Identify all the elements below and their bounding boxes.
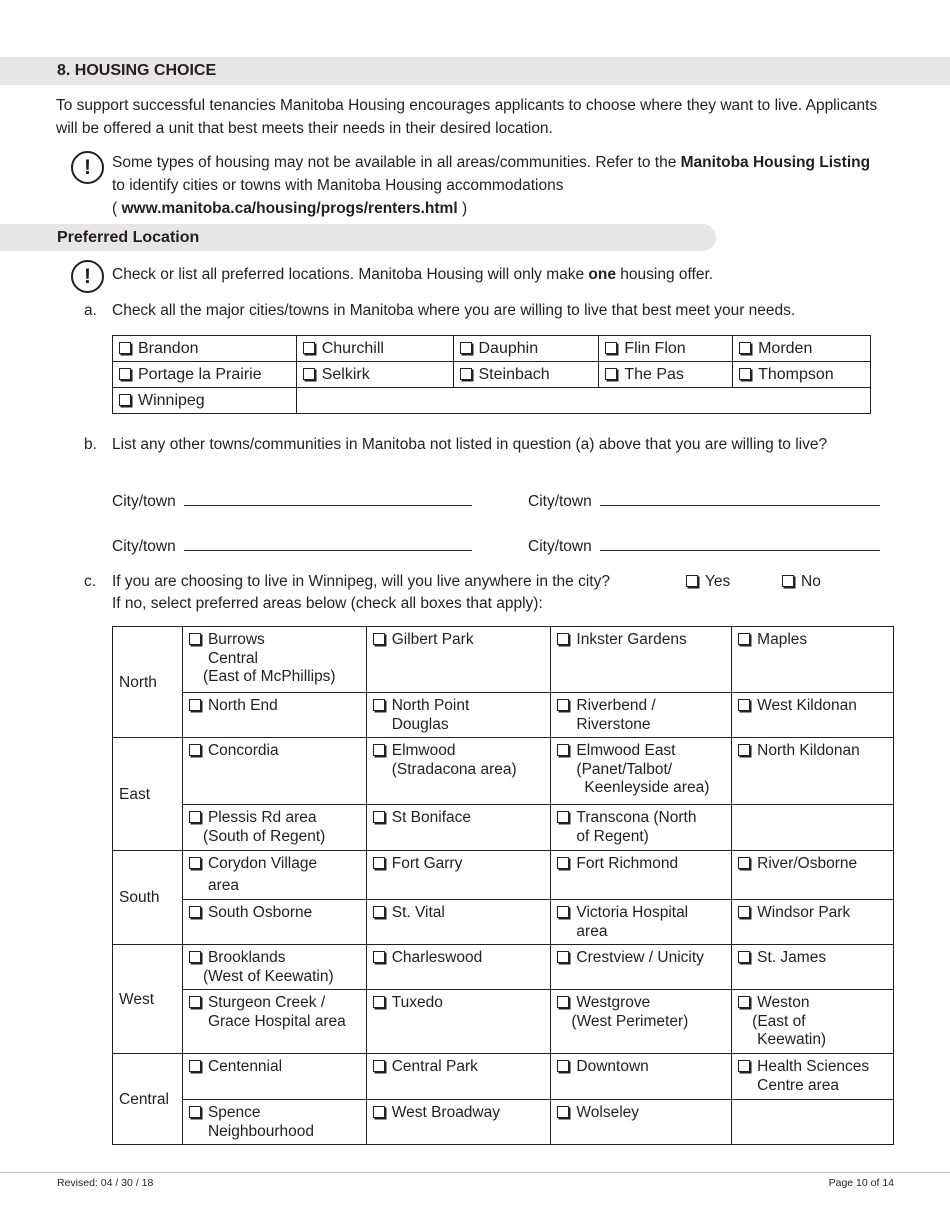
major-cities-table (112, 335, 871, 414)
area-checkbox-west-kildonan[interactable]: West Kildonan (732, 693, 894, 738)
city-checkbox-dauphin[interactable]: Dauphin (453, 336, 599, 362)
area-checkbox-riverbend[interactable]: Riverbend / Riverstone (551, 693, 732, 738)
city-town-field-4[interactable]: City/town (528, 537, 880, 556)
table-row (113, 738, 894, 805)
table-row (113, 990, 894, 1054)
area-checkbox-fort-richmond[interactable]: Fort Richmond (551, 851, 732, 900)
area-checkbox-charleswood[interactable]: Charleswood (366, 945, 551, 990)
exclamation-icon: ! (71, 260, 104, 293)
housing-listing-reference: Manitoba Housing Listing (680, 154, 871, 171)
area-checkbox-st-boniface[interactable]: St Boniface (366, 805, 551, 851)
area-checkbox-windsor-park[interactable]: Windsor Park (732, 900, 894, 945)
question-b-text: List any other towns/communities in Manitoba not listed in question (a) above that you are willing to live? (112, 436, 828, 453)
subsection-title: Preferred Location (57, 229, 200, 246)
area-checkbox-west-broadway[interactable]: West Broadway (366, 1100, 551, 1145)
area-checkbox-fort-garry[interactable]: Fort Garry (366, 851, 551, 900)
empty-cell (732, 805, 894, 851)
availability-note: Some types of housing may not be available in all areas/communities. Refer to the Manitoba Housing Listing to identify cities or towns with Manitoba Housing accommodations ( www.manitoba.ca/housing/progs/renters.html ) (112, 154, 871, 217)
winnipeg-no-checkbox[interactable]: No (782, 570, 821, 593)
region-label-north: North (113, 627, 183, 738)
area-checkbox-westgrove[interactable]: Westgrove (West Perimeter) (551, 990, 732, 1054)
city-town-field-3[interactable]: City/town (112, 537, 472, 556)
region-label-east: East (113, 738, 183, 851)
area-checkbox-inkster-gardens[interactable]: Inkster Gardens (551, 627, 732, 693)
city-checkbox-steinbach[interactable]: Steinbach (453, 362, 599, 388)
empty-cell (296, 388, 870, 414)
area-checkbox-wolseley[interactable]: Wolseley (551, 1100, 732, 1145)
table-row (113, 362, 871, 388)
page-number: Page 10 of 14 (828, 1177, 894, 1189)
area-checkbox-brooklands[interactable]: Brooklands (West of Keewatin) (182, 945, 366, 990)
question-c-subtext: If no, select preferred areas below (check all boxes that apply): (112, 595, 543, 612)
city-checkbox-morden[interactable]: Morden (733, 336, 871, 362)
question-c-text: If you are choosing to live in Winnipeg, will you live anywhere in the city? (112, 573, 610, 590)
table-row (113, 693, 894, 738)
table-row (113, 1054, 894, 1100)
question-a-text: Check all the major cities/towns in Manitoba where you are willing to live that best meet your needs. (112, 302, 796, 319)
empty-cell (732, 1100, 894, 1145)
exclamation-icon: ! (71, 151, 104, 184)
area-checkbox-st-vital[interactable]: St. Vital (366, 900, 551, 945)
city-checkbox-winnipeg[interactable]: Winnipeg (113, 388, 297, 414)
table-row (113, 627, 894, 693)
area-checkbox-transcona[interactable]: Transcona (North of Regent) (551, 805, 732, 851)
table-row (113, 851, 894, 900)
winnipeg-areas-table (112, 626, 894, 1145)
table-row (113, 900, 894, 945)
city-town-input-3[interactable] (184, 537, 472, 551)
table-row (113, 945, 894, 990)
area-checkbox-elmwood[interactable]: Elmwood (Stradacona area) (366, 738, 551, 805)
table-row (113, 336, 871, 362)
region-label-west: West (113, 945, 183, 1054)
city-checkbox-churchill[interactable]: Churchill (296, 336, 453, 362)
city-town-field-1[interactable]: City/town (112, 492, 472, 511)
table-row (113, 805, 894, 851)
question-b-letter: b. (84, 436, 97, 453)
area-checkbox-elmwood-east[interactable]: Elmwood East (Panet/Talbot/ Keenleyside area) (551, 738, 732, 805)
area-checkbox-north-point-douglas[interactable]: North Point Douglas (366, 693, 551, 738)
area-checkbox-sturgeon-creek[interactable]: Sturgeon Creek / Grace Hospital area (182, 990, 366, 1054)
area-checkbox-maples[interactable]: Maples (732, 627, 894, 693)
area-checkbox-crestview-unicity[interactable]: Crestview / Unicity (551, 945, 732, 990)
city-town-input-2[interactable] (600, 492, 880, 506)
city-checkbox-selkirk[interactable]: Selkirk (296, 362, 453, 388)
preferred-note: Check or list all preferred locations. Manitoba Housing will only make one housing offer. (112, 266, 714, 283)
area-checkbox-downtown[interactable]: Downtown (551, 1054, 732, 1100)
section-title: 8. HOUSING CHOICE (57, 62, 217, 79)
question-a-letter: a. (84, 302, 97, 319)
area-checkbox-health-sciences-centre[interactable]: Health Sciences Centre area (732, 1054, 894, 1100)
table-row (113, 1100, 894, 1145)
area-checkbox-centennial[interactable]: Centennial (182, 1054, 366, 1100)
area-checkbox-st-james[interactable]: St. James (732, 945, 894, 990)
area-checkbox-north-end[interactable]: North End (182, 693, 366, 738)
city-checkbox-brandon[interactable]: Brandon (113, 336, 297, 362)
footer-divider (0, 1172, 950, 1173)
city-town-field-2[interactable]: City/town (528, 492, 880, 511)
area-checkbox-concordia[interactable]: Concordia (182, 738, 366, 805)
region-label-south: South (113, 851, 183, 945)
area-checkbox-central-park[interactable]: Central Park (366, 1054, 551, 1100)
area-checkbox-south-osborne[interactable]: South Osborne (182, 900, 366, 945)
area-checkbox-burrows[interactable]: Burrows Central (East of McPhillips) (182, 627, 366, 693)
area-checkbox-north-kildonan[interactable]: North Kildonan (732, 738, 894, 805)
question-c-letter: c. (84, 573, 97, 590)
area-checkbox-plessis-rd[interactable]: Plessis Rd area (South of Regent) (182, 805, 366, 851)
city-town-input-1[interactable] (184, 492, 472, 506)
winnipeg-yes-checkbox[interactable]: Yes (686, 570, 730, 593)
area-checkbox-spence[interactable]: Spence Neighbourhood (182, 1100, 366, 1145)
area-checkbox-corydon-village[interactable]: Corydon Village area (182, 851, 366, 900)
revision-date: Revised: 04 / 30 / 18 (57, 1177, 154, 1189)
city-checkbox-portage[interactable]: Portage la Prairie (113, 362, 297, 388)
area-checkbox-victoria-hospital[interactable]: Victoria Hospital area (551, 900, 732, 945)
city-checkbox-flin-flon[interactable]: Flin Flon (599, 336, 733, 362)
table-row (113, 388, 871, 414)
area-checkbox-river-osborne[interactable]: River/Osborne (732, 851, 894, 900)
area-checkbox-tuxedo[interactable]: Tuxedo (366, 990, 551, 1054)
housing-website-link[interactable]: www.manitoba.ca/housing/progs/renters.html (121, 200, 458, 217)
area-checkbox-weston[interactable]: Weston (East of Keewatin) (732, 990, 894, 1054)
city-checkbox-thompson[interactable]: Thompson (733, 362, 871, 388)
city-checkbox-the-pas[interactable]: The Pas (599, 362, 733, 388)
city-town-input-4[interactable] (600, 537, 880, 551)
region-label-central: Central (113, 1054, 183, 1145)
intro-paragraph: To support successful tenancies Manitoba Housing encourages applicants to choose where they want to live. Applicants will be offered a unit that best meets their needs in their desired location. (56, 97, 878, 137)
area-checkbox-gilbert-park[interactable]: Gilbert Park (366, 627, 551, 693)
